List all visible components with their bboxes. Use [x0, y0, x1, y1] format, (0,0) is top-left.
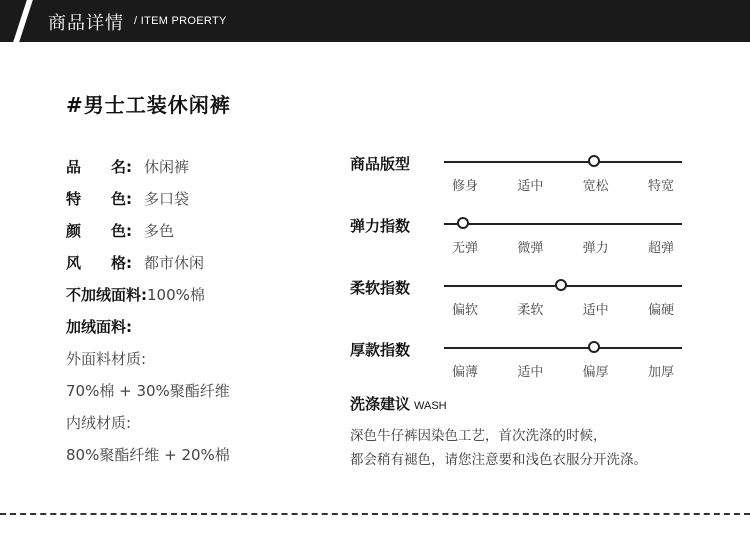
attr-value: 都市休闲: [144, 253, 205, 272]
dashed-divider: [0, 513, 750, 515]
attr-outer-label: 外面料材质:: [66, 349, 147, 368]
attr-label: 风 格:: [66, 253, 132, 272]
attr-row-style: [66, 246, 346, 278]
attr-inner-label: 内绒材质:: [66, 413, 132, 432]
scale-label: 厚款指数: [350, 341, 411, 359]
scale-tick: 加厚: [647, 365, 674, 380]
scale-line: [444, 223, 682, 225]
wash-instructions: [350, 424, 720, 472]
attr-lined-label: 加绒面料:: [66, 317, 132, 336]
scale-tick: 偏硬: [647, 303, 674, 318]
scale-tick: 偏薄: [452, 365, 479, 380]
attr-label: 颜 色:: [66, 221, 132, 240]
header-subtitle: / ITEM PROERTY: [134, 15, 227, 27]
scale-knob-icon: [588, 341, 600, 353]
header-slash-accent: [13, 0, 39, 42]
attr-label: 不加绒面料:: [66, 285, 147, 304]
attr-row-color: [66, 214, 346, 246]
attr-row-name: [66, 150, 346, 182]
attr-row-feature: [66, 182, 346, 214]
scale-tick: 适中: [517, 365, 544, 380]
attr-inner-value: 80%聚酯纤维 + 20%棉: [66, 445, 230, 464]
scale-tick: 适中: [517, 179, 544, 194]
attr-label: 品 名:: [66, 157, 132, 176]
scale-thickness: [350, 336, 690, 398]
wash-line: 都会稍有褪色，请您注意要和浅色衣服分开洗涤。: [350, 452, 647, 468]
wash-title-cn: 洗涤建议: [350, 395, 411, 413]
scale-tick: 适中: [582, 303, 609, 318]
scale-knob-icon: [555, 279, 567, 291]
scale-ticks: [444, 237, 696, 256]
scale-tick: 柔软: [517, 303, 544, 318]
wash-line: 深色牛仔裤因染色工艺，首次洗涤的时候，: [350, 428, 607, 444]
scale-softness: [350, 274, 690, 336]
scale-elasticity: [350, 212, 690, 274]
product-title: #男士工装休闲裤: [66, 93, 231, 117]
scale-label: 弹力指数: [350, 217, 411, 235]
scale-line: [444, 347, 682, 349]
section-header: [0, 0, 750, 42]
index-scales: [350, 150, 690, 398]
scale-tick: 修身: [452, 179, 479, 194]
scale-tick: 超弹: [647, 241, 674, 256]
attr-value: 多口袋: [144, 189, 190, 208]
scale-tick: 宽松: [582, 179, 609, 194]
scale-fit: [350, 150, 690, 212]
scale-tick: 微弹: [517, 241, 544, 256]
scale-tick: 特宽: [647, 179, 674, 194]
scale-label: 商品版型: [350, 155, 411, 173]
attr-label: 特 色:: [66, 189, 132, 208]
scale-tick: 偏软: [452, 303, 479, 318]
attr-value: 100%棉: [147, 285, 205, 304]
scale-ticks: [444, 299, 696, 318]
wash-title-en: WASH: [414, 400, 447, 412]
scale-knob-icon: [588, 155, 600, 167]
header-title: 商品详情: [48, 13, 124, 34]
scale-ticks: [444, 175, 696, 194]
wash-title: [350, 393, 447, 414]
attr-row-unlined: [66, 278, 346, 310]
scale-ticks: [444, 361, 696, 380]
attr-value: 休闲裤: [144, 157, 190, 176]
scale-tick: 无弹: [452, 241, 479, 256]
scale-label: 柔软指数: [350, 279, 411, 297]
attr-value: 多色: [144, 221, 175, 240]
attribute-list: [66, 150, 346, 470]
scale-tick: 偏厚: [582, 365, 609, 380]
attr-outer-value: 70%棉 + 30%聚酯纤维: [66, 381, 230, 400]
scale-tick: 弹力: [582, 241, 609, 256]
scale-knob-icon: [457, 217, 469, 229]
scale-line: [444, 161, 682, 163]
